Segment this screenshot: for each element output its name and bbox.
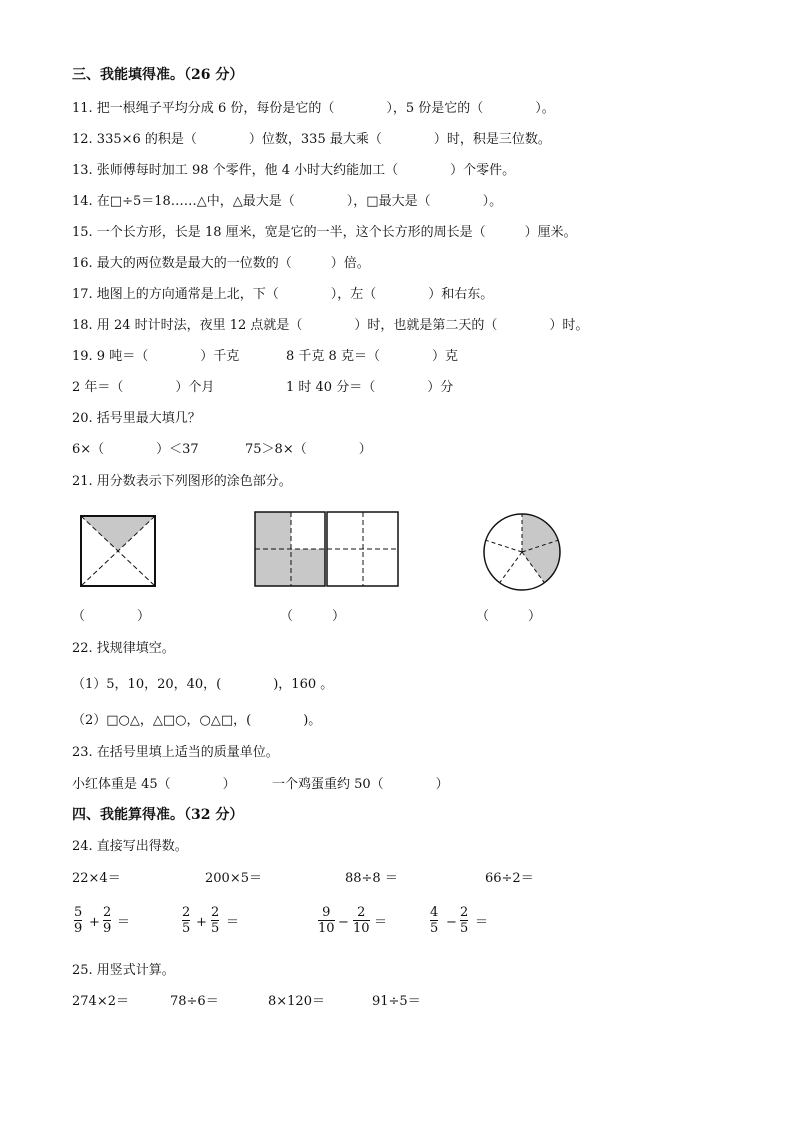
fraction-operator: + [196,915,207,930]
question-17: 17. 地图上的方向通常是上北，下（ ），左（ ）和右东。 [72,287,494,302]
oral-calc-4: 66÷2＝ [485,871,534,886]
question-23: 23. 在括号里填上适当的质量单位。 [72,745,279,760]
question-20b: 75＞8×（ ） [245,442,372,457]
fraction-operator: − [338,915,349,930]
fraction: 2 5 [182,905,191,936]
shaded-region [291,549,325,586]
fraction: 2 9 [103,905,112,936]
question-13: 13. 张师傅每时加工 98 个零件，他 4 小时大约能加工（ ）个零件。 [72,163,516,178]
vertical-calc-1: 274×2＝ [72,994,129,1009]
question-14: 14. 在□÷5＝18……△中，△最大是（ ），□最大是（ ）。 [72,194,503,209]
fraction: 2 5 [460,905,469,936]
question-16: 16. 最大的两位数是最大的一位数的（ ）倍。 [72,256,370,271]
section4-heading: 四、我能算得准。（32 分） [72,807,244,823]
question-22-2: （2）□○△，△□○，○△□，( )。 [72,713,322,728]
question-20a: 6×（ ）＜37 [72,442,199,457]
question-22: 22. 找规律填空。 [72,641,175,656]
question-19c: 2 年＝（ ）个月 [72,380,215,395]
question-24: 24. 直接写出得数。 [72,839,188,854]
equals-sign: ＝ [117,915,131,930]
fraction-operator: + [89,915,100,930]
question-11: 11. 把一根绳子平均分成 6 份，每份是它的（ ），5 份是它的（ ）。 [72,101,555,116]
vertical-calc-4: 91÷5＝ [372,994,421,1009]
fraction: 9 10 [318,905,335,936]
oral-calc-2: 200×5＝ [205,871,262,886]
figure-square-diagonals [80,515,156,587]
question-22-1: （1）5，10，20，40，( )，160 。 [72,677,334,692]
figure-two-rectangles [254,511,400,587]
question-19a: 19. 9 吨＝（ ）千克 [72,349,240,364]
vertical-calc-3: 8×120＝ [268,994,325,1009]
question-20: 20. 括号里最大填几？ [72,411,201,426]
fraction: 5 9 [74,905,83,936]
oral-calc-3: 88÷8 ＝ [345,871,398,886]
q21-answer-blank-2: （ ） [280,609,346,624]
question-12: 12. 335×6 的积是（ ）位数，335 最大乘（ ）时，积是三位数。 [72,132,551,147]
fraction: 2 5 [211,905,220,936]
equals-sign: ＝ [226,915,240,930]
shaded-triangle [81,516,155,551]
question-18: 18. 用 24 时计时法，夜里 12 点就是（ ）时，也就是第二天的（ ）时。 [72,318,589,333]
question-25: 25. 用竖式计算。 [72,963,175,978]
equals-sign: ＝ [374,915,388,930]
question-19d: 1 时 40 分＝（ ）分 [286,380,454,395]
question-19b: 8 千克 8 克＝（ ）克 [286,349,458,364]
figure-circle-sectors [482,512,562,592]
fraction: 4 5 [430,905,439,936]
section3-heading: 三、我能填得准。（26 分） [72,67,244,83]
oral-calc-1: 22×4＝ [72,871,121,886]
fraction-operator: − [446,915,457,930]
question-21: 21. 用分数表示下列图形的涂色部分。 [72,474,292,489]
question-15: 15. 一个长方形，长是 18 厘米，宽是它的一半，这个长方形的周长是（ ）厘米。 [72,225,577,240]
equals-sign: ＝ [475,915,489,930]
question-23b: 一个鸡蛋重约 50（ ） [272,777,449,792]
vertical-calc-2: 78÷6＝ [170,994,219,1009]
fraction: 2 10 [353,905,370,936]
q21-answer-blank-3: （ ） [476,609,542,624]
q21-answer-blank-1: （ ） [72,609,151,624]
question-23a: 小红体重是 45（ ） [72,777,236,792]
